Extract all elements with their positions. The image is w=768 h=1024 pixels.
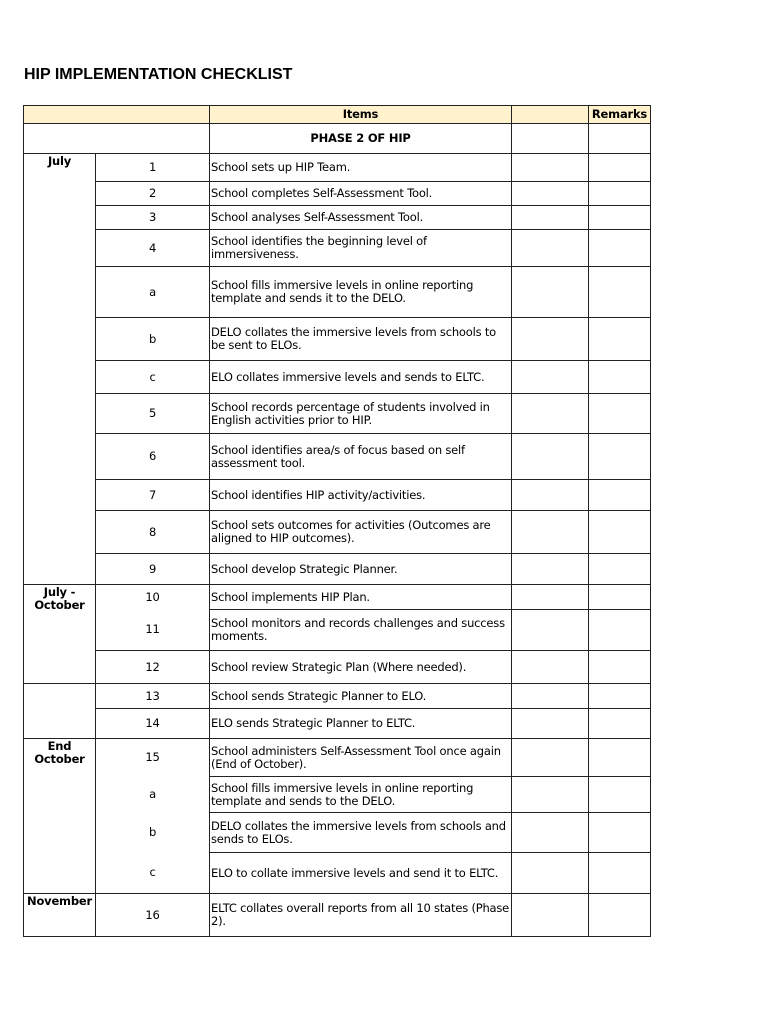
- remarks-cell: [589, 777, 651, 813]
- row-item: School identifies the beginning level of immersiveness.: [210, 230, 512, 267]
- row-item: School sets outcomes for activities (Outcomes are aligned to HIP outcomes).: [210, 511, 512, 554]
- table-row: [24, 813, 651, 853]
- month-end-october: End October: [24, 739, 96, 894]
- remarks-cell: [589, 554, 651, 585]
- table-row: [24, 154, 651, 182]
- row-item: DELO collates the immersive levels from schools to be sent to ELOs.: [210, 318, 512, 361]
- row-item: School identifies area/s of focus based on self assessment tool.: [210, 434, 512, 480]
- table-row: [24, 777, 651, 813]
- row-number: 5: [96, 394, 210, 434]
- row-item: ELTC collates overall reports from all 10 states (Phase 2).: [210, 894, 512, 937]
- header-blank: [24, 106, 210, 124]
- row-number: 13: [96, 684, 210, 709]
- row-number: 16: [96, 894, 210, 937]
- row-number: c: [96, 361, 210, 394]
- table-row: [24, 739, 651, 777]
- row-item: School review Strategic Plan (Where needed).: [210, 651, 512, 684]
- remarks-cell: [589, 684, 651, 709]
- header-row: [24, 106, 651, 124]
- phase-label: PHASE 2 OF HIP: [210, 124, 512, 154]
- table-row: [24, 554, 651, 585]
- remarks-cell: [589, 511, 651, 554]
- table-row: [24, 434, 651, 480]
- row-number: 12: [96, 651, 210, 684]
- row-item: School develop Strategic Planner.: [210, 554, 512, 585]
- row-item: ELO collates immersive levels and sends to ELTC.: [210, 361, 512, 394]
- table-row: [24, 610, 651, 651]
- row-number: b: [96, 813, 210, 853]
- row-number: c: [96, 853, 210, 894]
- row-number: 10: [96, 585, 210, 610]
- row-number: 1: [96, 154, 210, 182]
- row-item: ELO to collate immersive levels and send it to ELTC.: [210, 853, 512, 894]
- row-number: a: [96, 267, 210, 318]
- table-row: [24, 511, 651, 554]
- remarks-cell: [589, 206, 651, 230]
- header-items: Items: [210, 106, 512, 124]
- table-row: [24, 480, 651, 511]
- month-november: November: [24, 894, 96, 937]
- remarks-cell: [589, 585, 651, 610]
- remarks-cell: [589, 182, 651, 206]
- remarks-cell: [589, 739, 651, 777]
- table-row: [24, 230, 651, 267]
- header-blank-2: [512, 106, 589, 124]
- row-item: School identifies HIP activity/activities.: [210, 480, 512, 511]
- row-item: School sends Strategic Planner to ELO.: [210, 684, 512, 709]
- table-row: [24, 318, 651, 361]
- table-row: [24, 585, 651, 610]
- table-row: [24, 206, 651, 230]
- month-july-october: July - October: [24, 585, 96, 684]
- remarks-cell: [589, 480, 651, 511]
- row-item: School records percentage of students involved in English activities prior to HIP.: [210, 394, 512, 434]
- row-number: 8: [96, 511, 210, 554]
- remarks-cell: [589, 267, 651, 318]
- remarks-cell: [589, 813, 651, 853]
- table-row: [24, 394, 651, 434]
- row-item: School completes Self-Assessment Tool.: [210, 182, 512, 206]
- row-number: 11: [96, 610, 210, 651]
- remarks-cell: [589, 394, 651, 434]
- page-title: HIP IMPLEMENTATION CHECKLIST: [24, 66, 293, 83]
- remarks-cell: [589, 709, 651, 739]
- row-number: 7: [96, 480, 210, 511]
- remarks-cell: [589, 434, 651, 480]
- remarks-cell: [589, 853, 651, 894]
- table-row: [24, 651, 651, 684]
- row-item: DELO collates the immersive levels from schools and sends to ELOs.: [210, 813, 512, 853]
- header-remarks: Remarks: [589, 106, 651, 124]
- table-row: [24, 894, 651, 937]
- table-row: [24, 361, 651, 394]
- remarks-cell: [589, 651, 651, 684]
- remarks-cell: [589, 361, 651, 394]
- table-row: [24, 853, 651, 894]
- row-item: ELO sends Strategic Planner to ELTC.: [210, 709, 512, 739]
- table-row: [24, 267, 651, 318]
- row-number: b: [96, 318, 210, 361]
- remarks-cell: [589, 894, 651, 937]
- row-item: School monitors and records challenges and success moments.: [210, 610, 512, 651]
- row-number: 9: [96, 554, 210, 585]
- row-item: School analyses Self-Assessment Tool.: [210, 206, 512, 230]
- table-row: [24, 709, 651, 739]
- row-item: School sets up HIP Team.: [210, 154, 512, 182]
- table-row: [24, 684, 651, 709]
- remarks-cell: [589, 610, 651, 651]
- row-item: School fills immersive levels in online reporting template and sends it to the DELO.: [210, 267, 512, 318]
- table-row: [24, 182, 651, 206]
- row-number: 2: [96, 182, 210, 206]
- row-item: School implements HIP Plan.: [210, 585, 512, 610]
- row-number: 4: [96, 230, 210, 267]
- row-number: 6: [96, 434, 210, 480]
- row-number: 14: [96, 709, 210, 739]
- month-july: July: [24, 154, 96, 585]
- remarks-cell: [589, 318, 651, 361]
- row-number: 15: [96, 739, 210, 777]
- row-number: 3: [96, 206, 210, 230]
- row-number: a: [96, 777, 210, 813]
- row-item: School administers Self-Assessment Tool once again (End of October).: [210, 739, 512, 777]
- remarks-cell: [589, 230, 651, 267]
- row-item: School fills immersive levels in online reporting template and sends to the DELO.: [210, 777, 512, 813]
- phase-row: [24, 124, 651, 154]
- remarks-cell: [589, 154, 651, 182]
- checklist-table: [23, 105, 651, 937]
